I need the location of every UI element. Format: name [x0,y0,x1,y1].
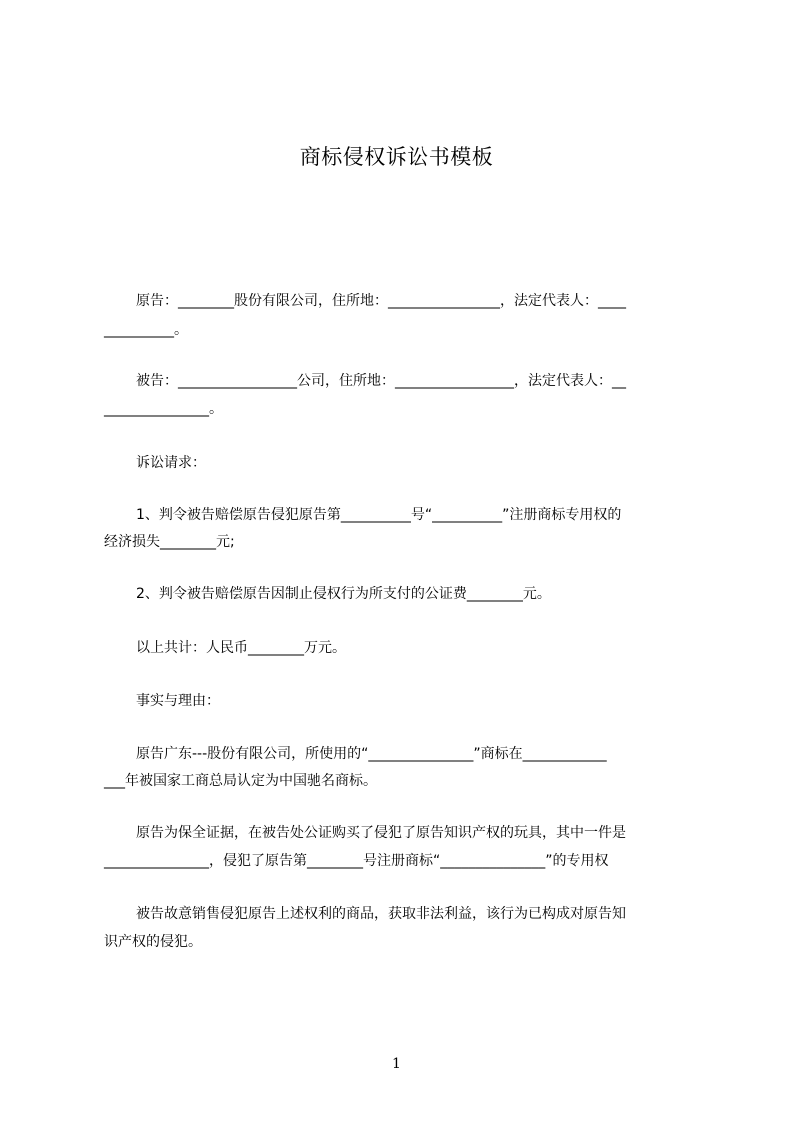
facts-para-1-line-2: ___年被国家工商总局认定为中国驰名商标。 [104,773,377,789]
plaintiff-line-1: 原告：________股份有限公司，住所地：________________，法定代表人：____ [136,293,626,309]
defendant-line-1: 被告：_________________公司，住所地：_________________，法定代表人：__ [136,373,626,389]
claim-1-line-2: 经济损失________元; [104,534,235,550]
defendant-line-2: _______________。 [104,401,223,417]
claim-1-line-1: 1、判令被告赔偿原告侵犯原告第__________号“__________”注册商标专用权的 [136,507,622,523]
facts-para-3-line-2: 识产权的侵犯。 [104,934,202,950]
page-number: 1 [392,1056,401,1072]
facts-para-2-line-1: 原告为保全证据，在被告处公证购买了侵犯了原告知识产权的玩具，其中一件是 [136,825,626,841]
claims-heading: 诉讼请求： [136,455,206,471]
facts-heading: 事实与理由： [136,693,220,709]
facts-para-3-line-1: 被告故意销售侵犯原告上述权利的商品，获取非法利益，该行为已构成对原告知 [136,906,626,922]
claim-2: 2、判令被告赔偿原告因制止侵权行为所支付的公证费________元。 [136,586,551,602]
facts-para-2-line-2: _______________，侵犯了原告第________号注册商标“_______________”的专用权 [104,853,609,869]
document-title: 商标侵权诉讼书模板 [299,145,494,169]
plaintiff-line-2: __________。 [104,322,188,338]
facts-para-1-line-1: 原告广东---股份有限公司，所使用的“_______________”商标在____________ [136,746,607,762]
total-line: 以上共计：人民币________万元。 [136,640,346,656]
